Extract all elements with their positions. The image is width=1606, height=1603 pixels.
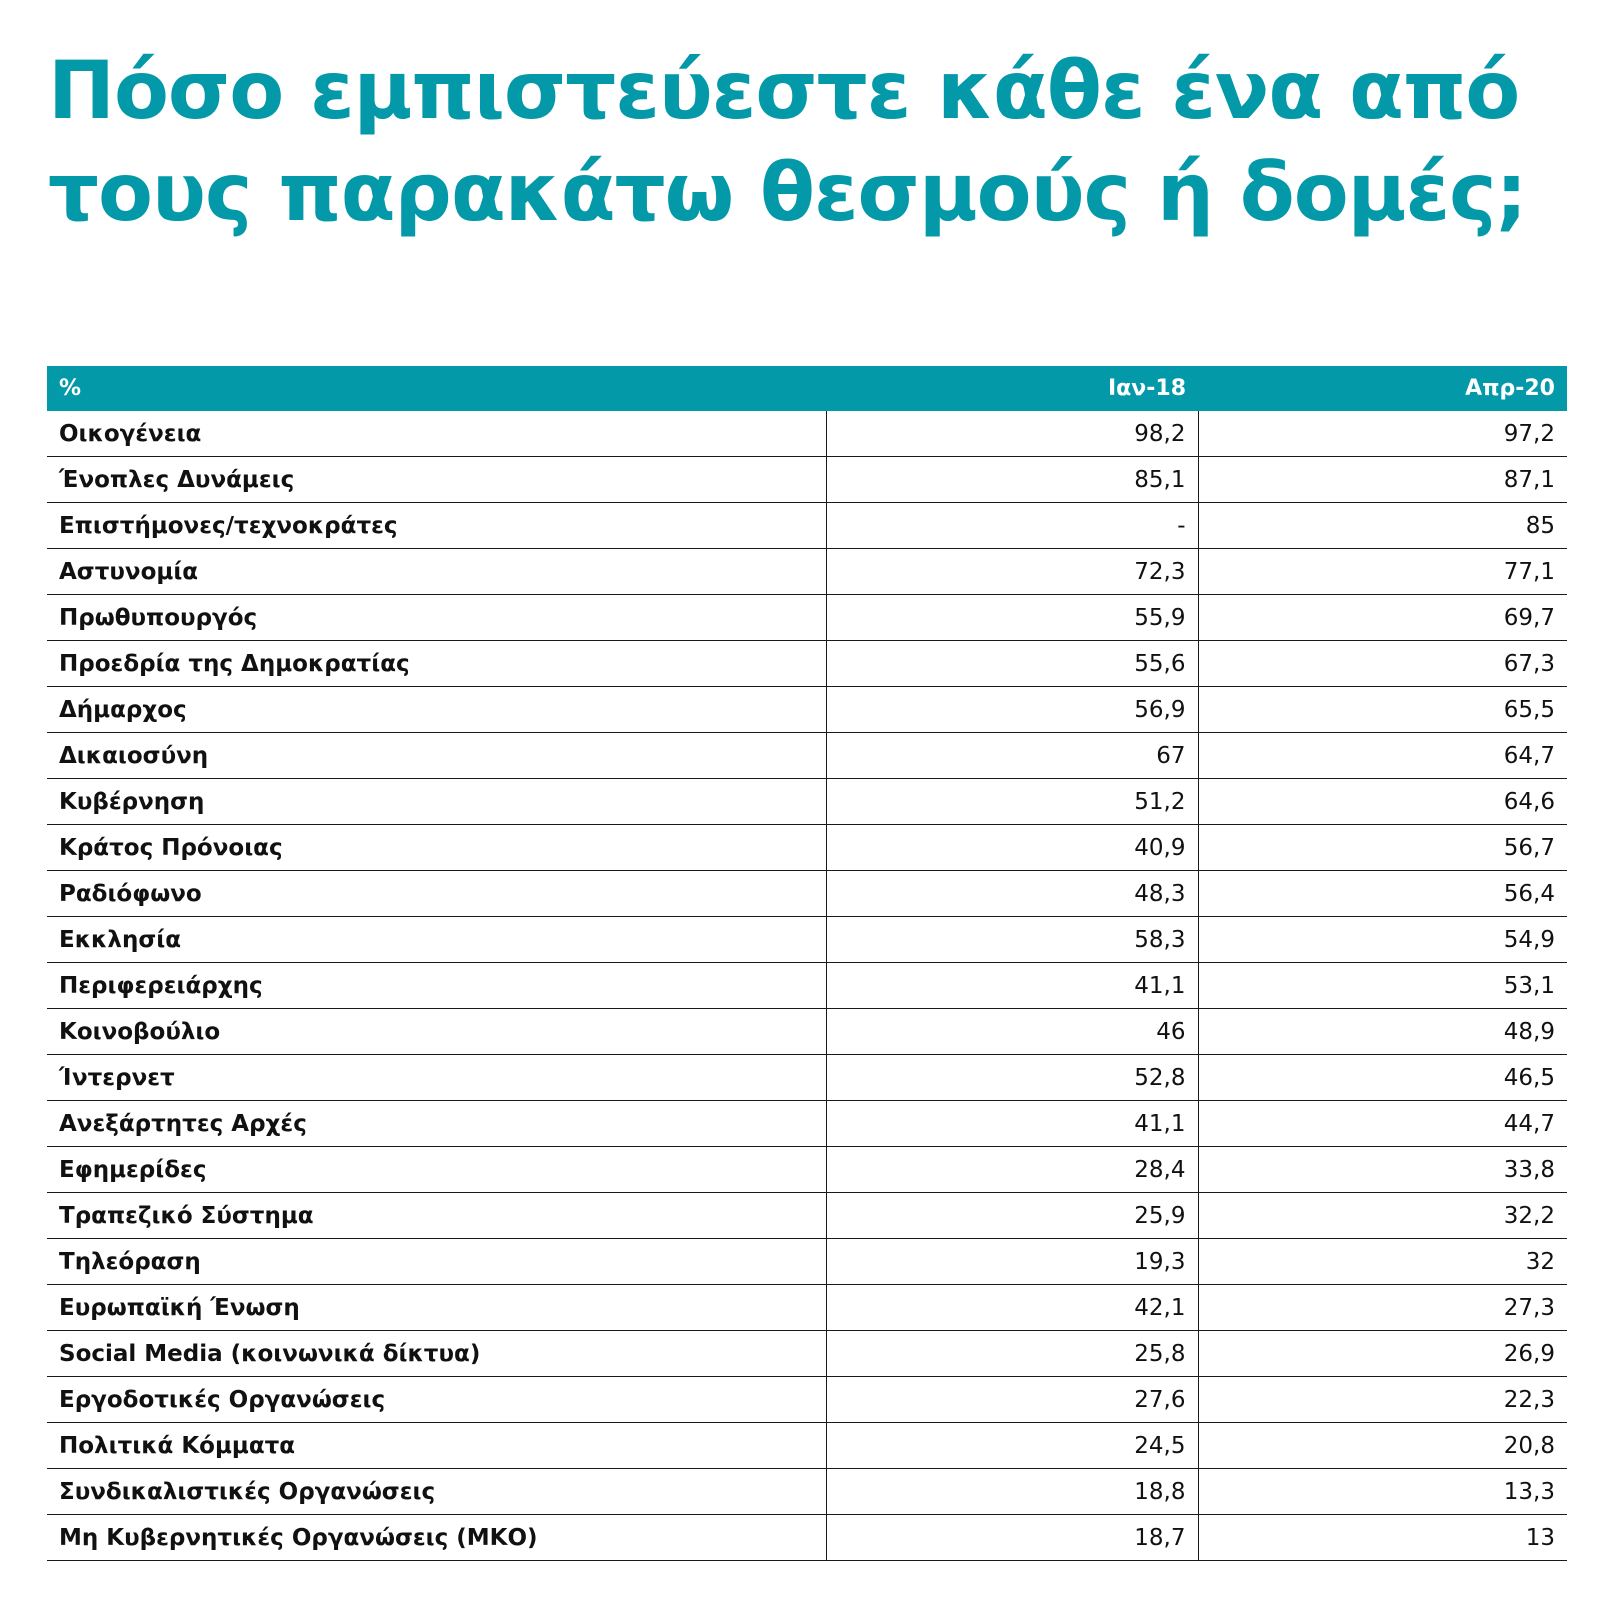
value-jan18: 41,1 xyxy=(826,1101,1198,1147)
value-jan18: 56,9 xyxy=(826,687,1198,733)
row-label: Ευρωπαϊκή Ένωση xyxy=(47,1285,826,1331)
value-apr20: 32 xyxy=(1198,1239,1567,1285)
table-row xyxy=(47,1193,1567,1239)
value-jan18: - xyxy=(826,503,1198,549)
table-row xyxy=(47,687,1567,733)
trust-table xyxy=(47,366,1567,1561)
table-row xyxy=(47,549,1567,595)
value-jan18: 46 xyxy=(826,1009,1198,1055)
value-jan18: 58,3 xyxy=(826,917,1198,963)
table-row xyxy=(47,411,1567,457)
table-row xyxy=(47,779,1567,825)
row-label: Κοινοβούλιο xyxy=(47,1009,826,1055)
row-label: Πρωθυπουργός xyxy=(47,595,826,641)
table-row xyxy=(47,1331,1567,1377)
value-apr20: 48,9 xyxy=(1198,1009,1567,1055)
table-row xyxy=(47,1147,1567,1193)
table-row xyxy=(47,1469,1567,1515)
row-label: Αστυνομία xyxy=(47,549,826,595)
value-jan18: 67 xyxy=(826,733,1198,779)
value-jan18: 28,4 xyxy=(826,1147,1198,1193)
table-row xyxy=(47,457,1567,503)
value-jan18: 18,8 xyxy=(826,1469,1198,1515)
row-label: Περιφερειάρχης xyxy=(47,963,826,1009)
value-jan18: 98,2 xyxy=(826,411,1198,457)
value-apr20: 64,6 xyxy=(1198,779,1567,825)
row-label: Εκκλησία xyxy=(47,917,826,963)
value-jan18: 55,6 xyxy=(826,641,1198,687)
value-apr20: 97,2 xyxy=(1198,411,1567,457)
value-jan18: 41,1 xyxy=(826,963,1198,1009)
chart-title: Πόσο εμπιστεύεστε κάθε ένα από τους παρακάτω θεσμούς ή δομές; xyxy=(48,44,1527,239)
row-label: Πολιτικά Κόμματα xyxy=(47,1423,826,1469)
row-label: Social Media (κοινωνικά δίκτυα) xyxy=(47,1331,826,1377)
row-label: Ίντερνετ xyxy=(47,1055,826,1101)
value-apr20: 26,9 xyxy=(1198,1331,1567,1377)
row-label: Τηλεόραση xyxy=(47,1239,826,1285)
table-row xyxy=(47,1239,1567,1285)
value-jan18: 42,1 xyxy=(826,1285,1198,1331)
value-apr20: 13,3 xyxy=(1198,1469,1567,1515)
table-row xyxy=(47,963,1567,1009)
value-jan18: 40,9 xyxy=(826,825,1198,871)
table-row xyxy=(47,917,1567,963)
value-apr20: 65,5 xyxy=(1198,687,1567,733)
value-apr20: 53,1 xyxy=(1198,963,1567,1009)
table-row xyxy=(47,871,1567,917)
value-apr20: 33,8 xyxy=(1198,1147,1567,1193)
value-jan18: 52,8 xyxy=(826,1055,1198,1101)
value-jan18: 51,2 xyxy=(826,779,1198,825)
row-label: Τραπεζικό Σύστημα xyxy=(47,1193,826,1239)
value-jan18: 85,1 xyxy=(826,457,1198,503)
row-label: Επιστήμονες/τεχνοκράτες xyxy=(47,503,826,549)
table-row xyxy=(47,641,1567,687)
table-row xyxy=(47,1009,1567,1055)
table-row xyxy=(47,1423,1567,1469)
row-label: Μη Κυβερνητικές Οργανώσεις (ΜΚΟ) xyxy=(47,1515,826,1561)
table-row xyxy=(47,825,1567,871)
value-apr20: 77,1 xyxy=(1198,549,1567,595)
table-row xyxy=(47,733,1567,779)
table-row xyxy=(47,1377,1567,1423)
table-header-row xyxy=(47,366,1567,411)
table-row xyxy=(47,1285,1567,1331)
value-jan18: 72,3 xyxy=(826,549,1198,595)
row-label: Οικογένεια xyxy=(47,411,826,457)
value-jan18: 25,8 xyxy=(826,1331,1198,1377)
table-body xyxy=(47,411,1567,1561)
row-label: Δήμαρχος xyxy=(47,687,826,733)
row-label: Κυβέρνηση xyxy=(47,779,826,825)
value-apr20: 32,2 xyxy=(1198,1193,1567,1239)
row-label: Ανεξάρτητες Αρχές xyxy=(47,1101,826,1147)
value-jan18: 19,3 xyxy=(826,1239,1198,1285)
row-label: Δικαιοσύνη xyxy=(47,733,826,779)
table-row xyxy=(47,503,1567,549)
value-apr20: 87,1 xyxy=(1198,457,1567,503)
value-apr20: 44,7 xyxy=(1198,1101,1567,1147)
value-apr20: 56,4 xyxy=(1198,871,1567,917)
row-label: Ένοπλες Δυνάμεις xyxy=(47,457,826,503)
value-jan18: 25,9 xyxy=(826,1193,1198,1239)
value-apr20: 27,3 xyxy=(1198,1285,1567,1331)
value-apr20: 67,3 xyxy=(1198,641,1567,687)
value-apr20: 85 xyxy=(1198,503,1567,549)
row-label: Κράτος Πρόνοιας xyxy=(47,825,826,871)
value-jan18: 24,5 xyxy=(826,1423,1198,1469)
value-apr20: 64,7 xyxy=(1198,733,1567,779)
header-percent: % xyxy=(59,376,82,401)
value-apr20: 54,9 xyxy=(1198,917,1567,963)
row-label: Συνδικαλιστικές Οργανώσεις xyxy=(47,1469,826,1515)
row-label: Εργοδοτικές Οργανώσεις xyxy=(47,1377,826,1423)
value-jan18: 55,9 xyxy=(826,595,1198,641)
table-row xyxy=(47,1055,1567,1101)
value-apr20: 13 xyxy=(1198,1515,1567,1561)
value-jan18: 18,7 xyxy=(826,1515,1198,1561)
header-apr20: Απρ-20 xyxy=(1465,376,1555,401)
value-apr20: 46,5 xyxy=(1198,1055,1567,1101)
row-label: Προεδρία της Δημοκρατίας xyxy=(47,641,826,687)
table-row xyxy=(47,595,1567,641)
value-apr20: 22,3 xyxy=(1198,1377,1567,1423)
header-jan18: Ιαν-18 xyxy=(1107,376,1186,401)
data-table-container xyxy=(47,366,1567,1561)
value-jan18: 27,6 xyxy=(826,1377,1198,1423)
row-label: Ραδιόφωνο xyxy=(47,871,826,917)
value-jan18: 48,3 xyxy=(826,871,1198,917)
table-row xyxy=(47,1101,1567,1147)
value-apr20: 20,8 xyxy=(1198,1423,1567,1469)
row-label: Εφημερίδες xyxy=(47,1147,826,1193)
value-apr20: 69,7 xyxy=(1198,595,1567,641)
value-apr20: 56,7 xyxy=(1198,825,1567,871)
table-row xyxy=(47,1515,1567,1561)
